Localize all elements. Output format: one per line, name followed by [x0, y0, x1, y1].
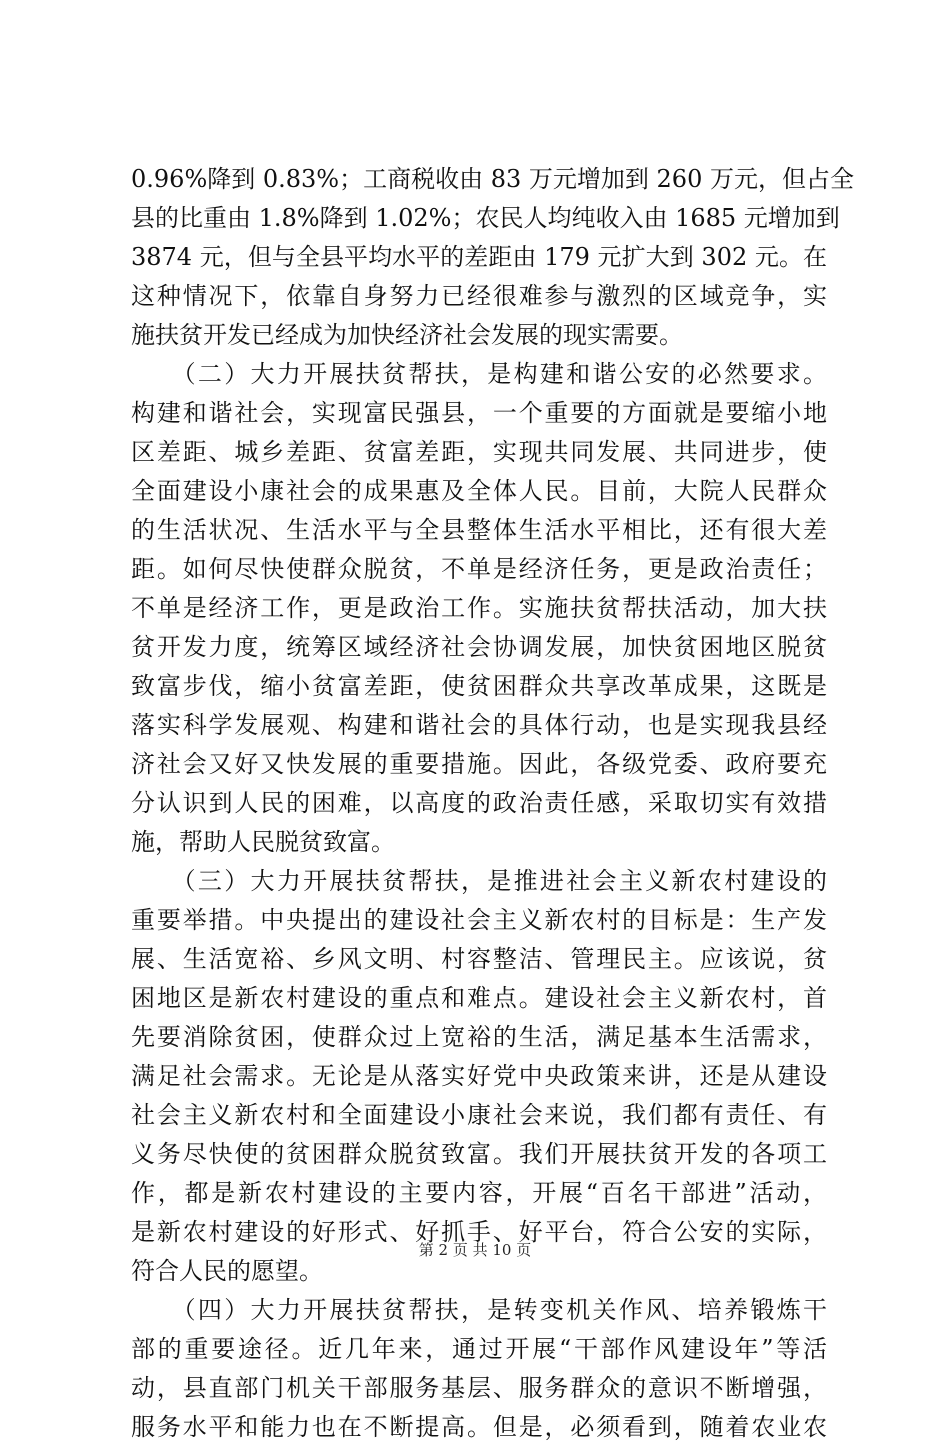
text-line: （二）大力开展扶贫帮扶，是构建和谐公安的必然要求。: [131, 360, 827, 388]
text-line: 施扶贫开发已经成为加快经济社会发展的现实需要。: [131, 321, 683, 349]
text-line: 3874 元，但与全县平均水平的差距由 179 元扩大到 302 元。在: [131, 243, 827, 271]
text-line: 重要举措。中央提出的建设社会主义新农村的目标是：生产发: [131, 906, 827, 934]
text-line: 区差距、城乡差距、贫富差距，实现共同发展、共同进步，使: [131, 438, 827, 466]
text-line: 这种情况下，依靠自身努力已经很难参与激烈的区域竞争，实: [131, 282, 827, 310]
text-line: 部的重要途径。近几年来，通过开展“干部作风建设年”等活: [131, 1335, 827, 1363]
text-line: 困地区是新农村建设的重点和难点。建设社会主义新农村，首: [131, 984, 827, 1012]
text-line: 县的比重由 1.8%降到 1.02%；农民人均纯收入由 1685 元增加到: [131, 204, 840, 232]
text-line: 展、生活宽裕、乡风文明、村容整洁、管理民主。应该说，贫: [131, 945, 827, 973]
text-line: 动，县直部门机关干部服务基层、服务群众的意识不断增强，: [131, 1374, 827, 1402]
text-line: 分认识到人民的困难，以高度的政治责任感，采取切实有效措: [131, 789, 827, 817]
text-line: 不单是经济工作，更是政治工作。实施扶贫帮扶活动，加大扶: [131, 594, 827, 622]
text-line: 符合人民的愿望。: [131, 1257, 323, 1285]
text-line: 施，帮助人民脱贫致富。: [131, 828, 395, 856]
text-line: 是新农村建设的好形式、好抓手、好平台，符合公安的实际，: [131, 1218, 827, 1246]
text-line: 先要消除贫困，使群众过上宽裕的生活，满足基本生活需求，: [131, 1023, 827, 1051]
text-line: 全面建设小康社会的成果惠及全体人民。目前，大院人民群众: [131, 477, 827, 505]
text-line: （三）大力开展扶贫帮扶，是推进社会主义新农村建设的: [131, 867, 827, 895]
page-number-footer: 第 2 页 共 10 页: [418, 1241, 532, 1259]
text-line: 服务水平和能力也在不断提高。但是，必须看到，随着农业农: [131, 1413, 827, 1441]
text-line: 义务尽快使的贫困群众脱贫致富。我们开展扶贫开发的各项工: [131, 1140, 827, 1168]
text-line: 致富步伐，缩小贫富差距，使贫困群众共享改革成果，这既是: [131, 672, 827, 700]
text-line: 济社会又好又快发展的重要措施。因此，各级党委、政府要充: [131, 750, 827, 778]
text-line: 贫开发力度，统筹区域经济社会协调发展，加快贫困地区脱贫: [131, 633, 827, 661]
text-line: 0.96%降到 0.83%；工商税收由 83 万元增加到 260 万元，但占全: [131, 165, 854, 193]
text-line: （四）大力开展扶贫帮扶，是转变机关作风、培养锻炼干: [131, 1296, 827, 1324]
text-line: 的生活状况、生活水平与全县整体生活水平相比，还有很大差: [131, 516, 827, 544]
text-line: 落实科学发展观、构建和谐社会的具体行动，也是实现我县经: [131, 711, 827, 739]
text-line: 满足社会需求。无论是从落实好党中央政策来讲，还是从建设: [131, 1062, 827, 1090]
text-line: 作，都是新农村建设的主要内容，开展“百名干部进”活动，: [131, 1179, 827, 1207]
text-line: 构建和谐社会，实现富民强县，一个重要的方面就是要缩小地: [131, 399, 827, 427]
text-line: 距。如何尽快使群众脱贫，不单是经济任务，更是政治责任；: [131, 555, 827, 583]
text-line: 社会主义新农村和全面建设小康社会来说，我们都有责任、有: [131, 1101, 827, 1129]
